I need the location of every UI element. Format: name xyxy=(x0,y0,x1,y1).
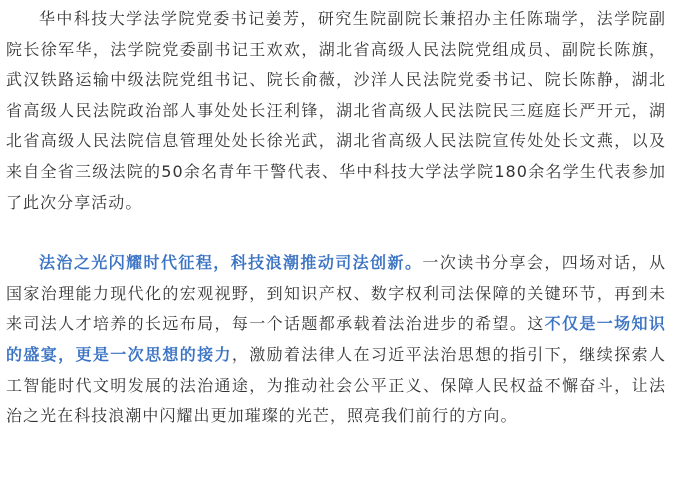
summary-text-1: 一次读书分享会，四场对话，从国家治理能力现代化的宏观视野，到知识产权、数字权利司法保障的关键环节，再到未来司法人才培养的长远布局，每一个话题都承载着法治进步的希望。这 xyxy=(6,253,666,334)
highlight-feast: 不仅是一场知识的盛宴，更是一次思想的接力 xyxy=(6,314,666,364)
highlight-theme: 法治之光闪耀时代征程，科技浪潮推动司法创新。 xyxy=(39,253,423,273)
paragraph-summary xyxy=(6,248,666,432)
paragraph-attendees: 华中科技大学法学院党委书记姜芳，研究生院副院长兼招办主任陈瑞学，法学院副院长徐军华，法学院党委副书记王欢欢，湖北省高级人民法院党组成员、副院长陈旗，武汉铁路运输中级法院党组书记、院长俞薇，沙洋人民法院党委书记、院长陈静，湖北省高级人民法院政治部人事处处长汪利锋，湖北省高级人民法院民三庭庭长严开元，湖北省高级人民法院信息管理处处长徐光武，湖北省高级人民法院宣传处处长文燕，以及来自全省三级法院的50余名青年干警代表、华中科技大学法学院180余名学生代表参加了此次分享活动。 xyxy=(6,9,666,212)
article-body xyxy=(6,4,666,432)
summary-text-2: ，激励着法律人在习近平法治思想的指引下，继续探索人工智能时代文明发展的法治通途，为推动社会公平正义、保障人民权益不懈奋斗，让法治之光在科技浪潮中闪耀出更加璀璨的光芒，照亮我们前行的方向。 xyxy=(6,344,666,426)
